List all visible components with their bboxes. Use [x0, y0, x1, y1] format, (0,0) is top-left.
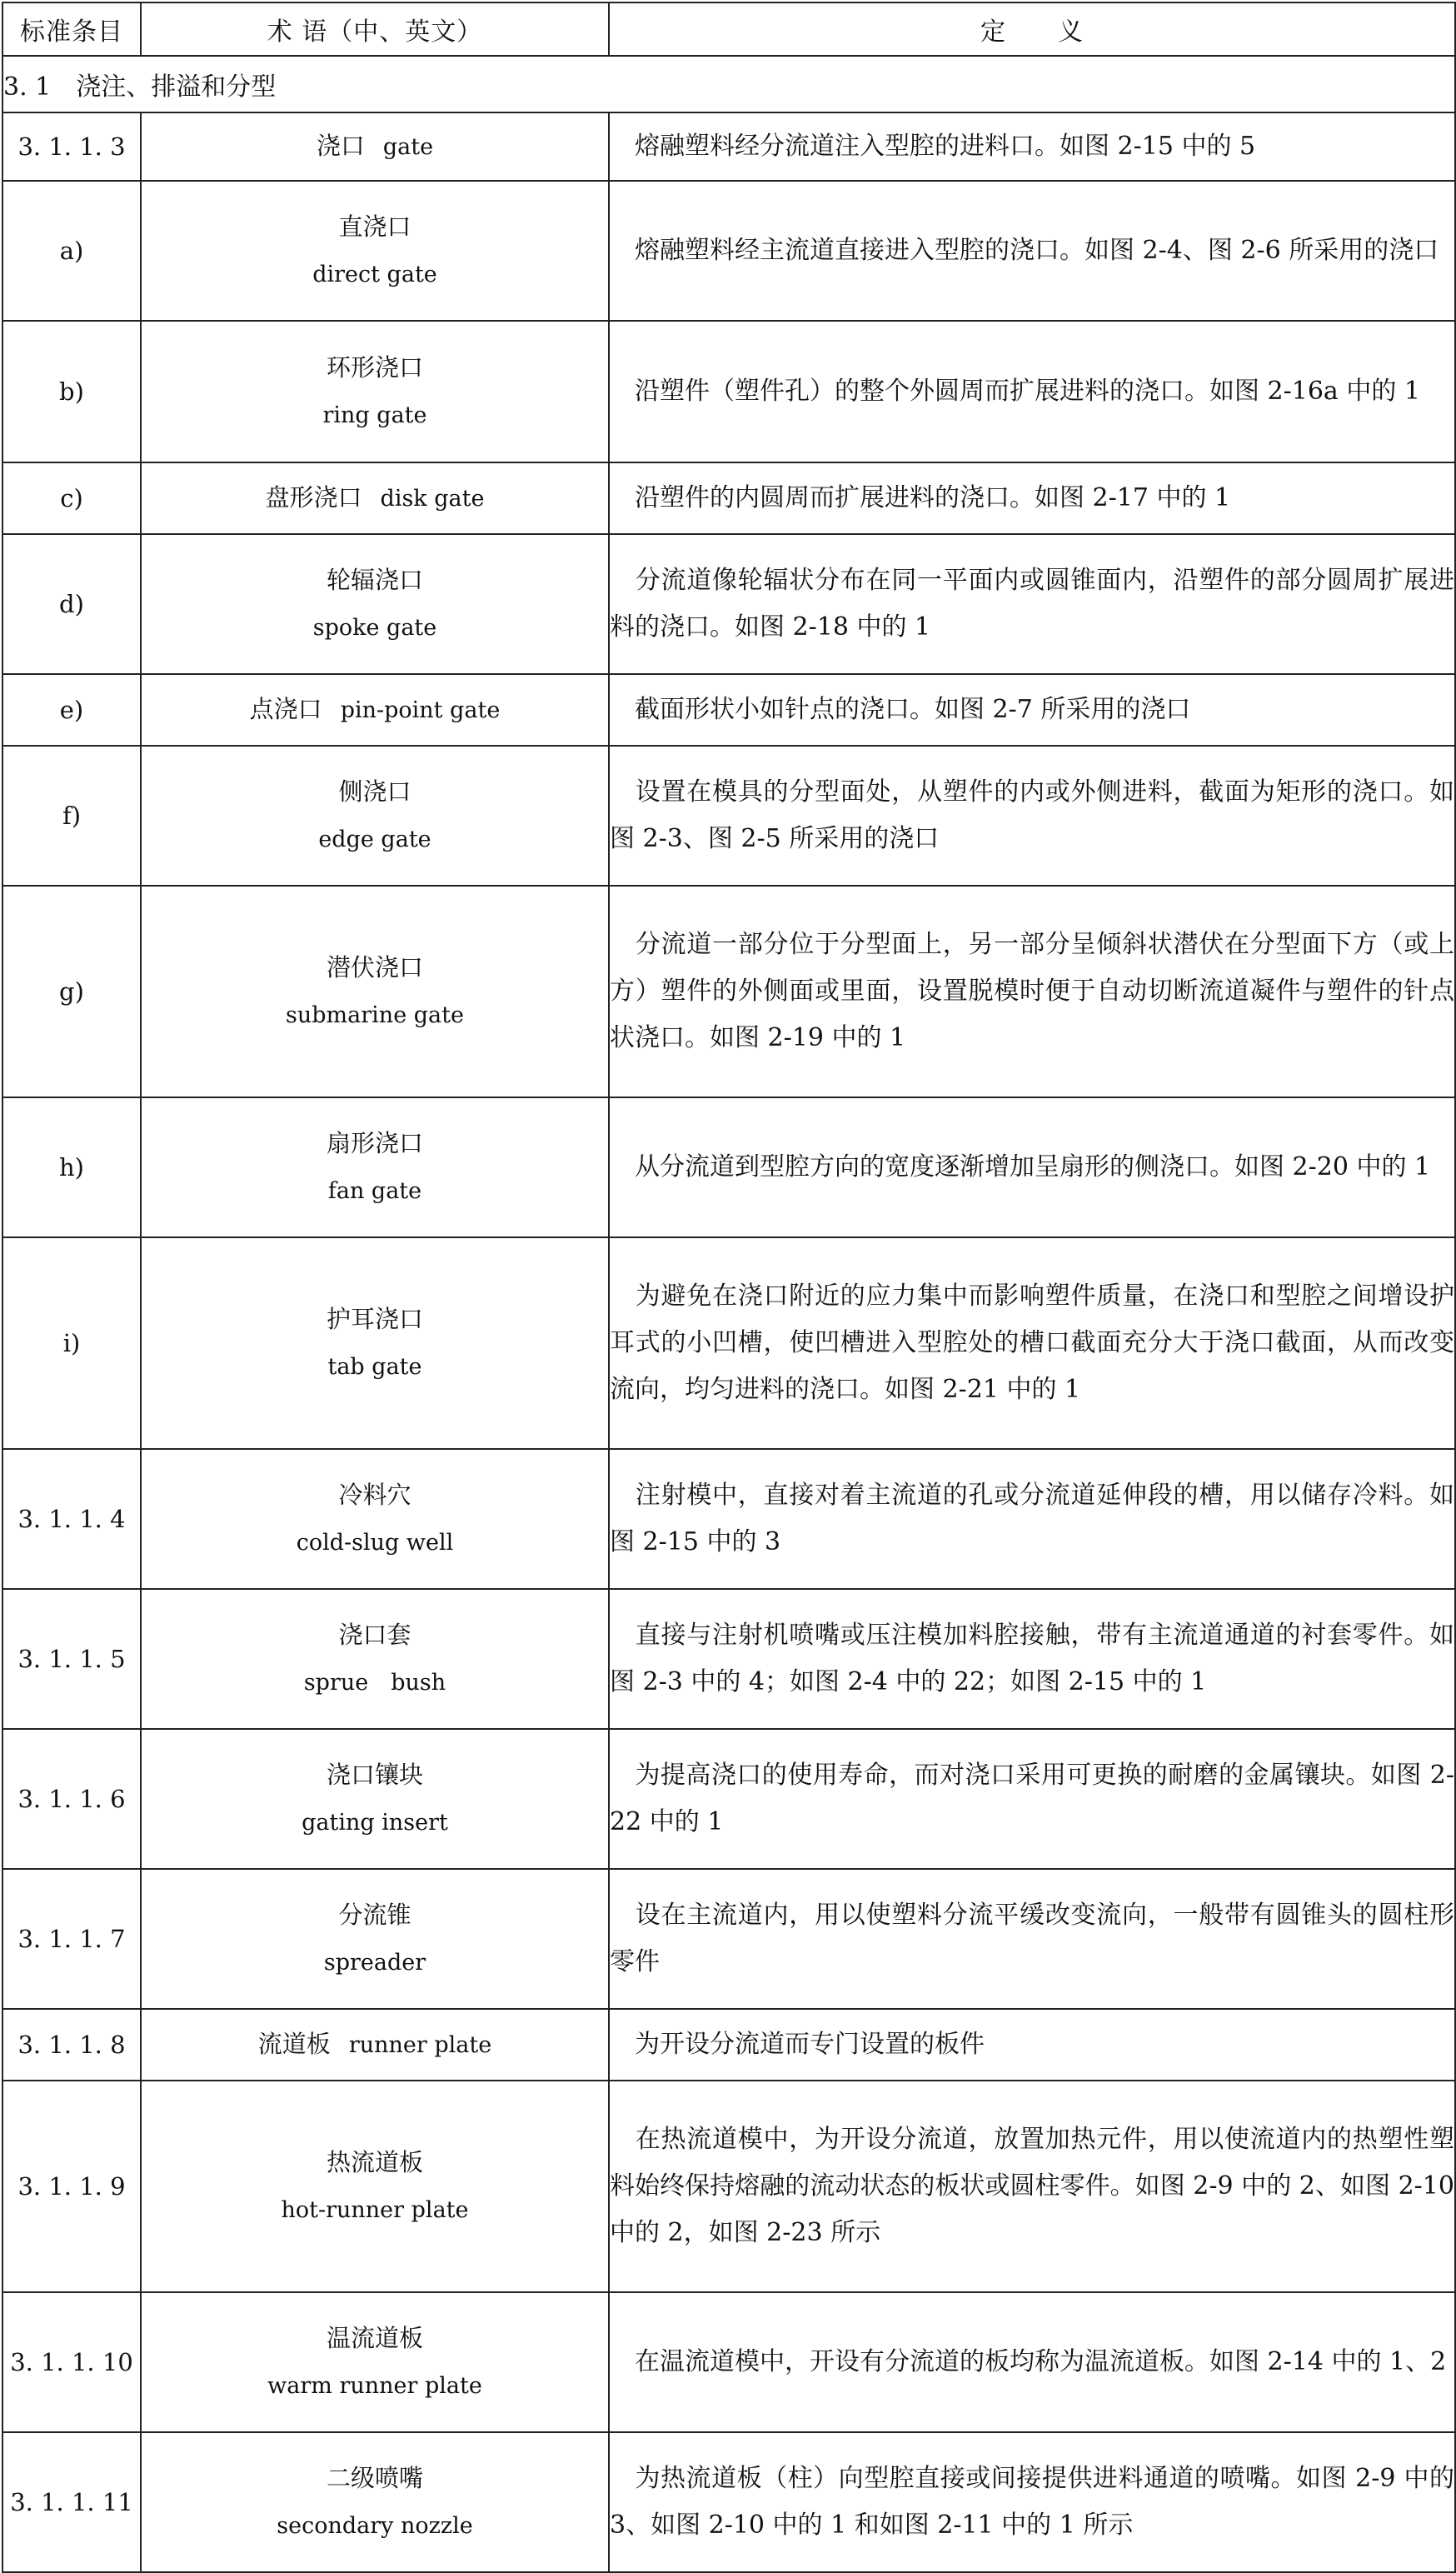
table-row — [2, 534, 1455, 674]
definition-text: 截面形状小如针点的浇口。如图 2-7 所采用的浇口 — [635, 695, 1191, 724]
row-number: 3. 1. 1. 10 — [2, 2292, 141, 2432]
definition-text: 分流道一部分位于分型面上，另一部分呈倾斜状潜伏在分型面下方（或上方）塑件的外侧面或里面，设置脱模时便于自动切断流道凝件与塑件的针点状浇口。如图 2-19 中的 1 — [610, 930, 1454, 1052]
definition-text: 熔融塑料经分流道注入型腔的进料口。如图 2-15 中的 5 — [635, 132, 1256, 161]
term-english: pin-point gate — [340, 697, 501, 723]
table-header-row — [2, 2, 1455, 56]
term-english: spreader — [323, 1950, 426, 1976]
table-row — [2, 1237, 1455, 1449]
term-cell — [141, 2432, 609, 2572]
table-row — [2, 746, 1455, 886]
definition-text: 为开设分流道而专门设置的板件 — [635, 2030, 985, 2059]
term-chinese: 侧浇口 — [338, 777, 411, 806]
table-row — [2, 1097, 1455, 1237]
term-english: edge gate — [318, 827, 431, 852]
definition-cell — [609, 2081, 1455, 2292]
definition-cell — [609, 2432, 1455, 2572]
definition-cell — [609, 2292, 1455, 2432]
term-cell — [141, 181, 609, 321]
row-number: e) — [2, 674, 141, 746]
definition-text: 注射模中，直接对着主流道的孔或分流道延伸段的槽，用以储存冷料。如图 2-15 中的 3 — [610, 1481, 1454, 1556]
definition-text: 熔融塑料经主流道直接进入型腔的浇口。如图 2-4、图 2-6 所采用的浇口 — [635, 236, 1439, 265]
term-english: sprue bush — [303, 1670, 446, 1696]
definition-text: 为避免在浇口附近的应力集中而影响塑件质量，在浇口和型腔之间增设护耳式的小凹槽，使凹槽进入型腔处的槽口截面充分大于浇口截面，从而改变流向，均匀进料的浇口。如图 2-21 中的 1 — [610, 1282, 1454, 1404]
term-cell — [141, 746, 609, 886]
term-chinese: 点浇口 — [249, 695, 322, 723]
table-row — [2, 2081, 1455, 2292]
term-chinese: 潜伏浇口 — [326, 953, 423, 982]
definition-cell — [609, 1869, 1455, 2009]
term-cell — [141, 886, 609, 1097]
terminology-table — [2, 2, 1456, 2573]
term-english: cold-slug well — [296, 1530, 454, 1556]
definition-cell — [609, 1729, 1455, 1869]
header-term: 术 语（中、英文） — [141, 2, 609, 56]
row-number: 3. 1. 1. 7 — [2, 1869, 141, 2009]
term-english: submarine gate — [286, 1002, 464, 1028]
term-cell — [141, 1729, 609, 1869]
term-cell — [141, 462, 609, 534]
term-chinese: 直浇口 — [338, 212, 411, 241]
definition-cell — [609, 1237, 1455, 1449]
table-row — [2, 1449, 1455, 1589]
term-english: warm runner plate — [267, 2373, 482, 2399]
row-number: a) — [2, 181, 141, 321]
term-chinese: 冷料穴 — [338, 1481, 411, 1509]
definition-text: 为热流道板（柱）向型腔直接或间接提供进料通道的喷嘴。如图 2-9 中的 3、如图 2-10 中的 1 和如图 2-11 中的 1 所示 — [610, 2464, 1454, 2540]
section-title: 3. 1 浇注、排溢和分型 — [2, 56, 1455, 112]
definition-text: 在热流道模中，为开设分流道，放置加热元件，用以使流道内的热塑性塑料始终保持熔融的流动状态的板状或圆柱零件。如图 2-9 中的 2、如图 2-10 中的 2，如图 2-23 所示 — [610, 2125, 1454, 2247]
term-english: runner plate — [348, 2032, 492, 2058]
term-english: secondary nozzle — [277, 2513, 473, 2539]
row-number: 3. 1. 1. 5 — [2, 1589, 141, 1729]
row-number: 3. 1. 1. 9 — [2, 2081, 141, 2292]
term-cell — [141, 1589, 609, 1729]
table-row — [2, 886, 1455, 1097]
definition-cell — [609, 746, 1455, 886]
row-number: g) — [2, 886, 141, 1097]
term-chinese: 扇形浇口 — [326, 1129, 423, 1157]
term-cell — [141, 1869, 609, 2009]
term-cell — [141, 2081, 609, 2292]
term-cell — [141, 321, 609, 462]
definition-text: 为提高浇口的使用寿命，而对浇口采用可更换的耐磨的金属镶块。如图 2-22 中的 1 — [610, 1761, 1454, 1836]
term-chinese: 环形浇口 — [326, 353, 423, 382]
term-chinese: 轮辐浇口 — [326, 566, 423, 594]
section-row — [2, 56, 1455, 112]
term-cell — [141, 674, 609, 746]
table-row — [2, 2009, 1455, 2081]
row-number: 3. 1. 1. 3 — [2, 112, 141, 181]
term-english: fan gate — [327, 1178, 422, 1204]
term-english: tab gate — [327, 1354, 422, 1380]
table-row — [2, 674, 1455, 746]
term-cell — [141, 1097, 609, 1237]
term-chinese: 流道板 — [257, 2030, 331, 2058]
definition-cell — [609, 886, 1455, 1097]
term-chinese: 浇口 — [316, 132, 365, 160]
term-chinese: 盘形浇口 — [265, 483, 362, 512]
term-chinese: 二级喷嘴 — [326, 2464, 423, 2492]
table-row — [2, 2292, 1455, 2432]
term-chinese: 分流锥 — [338, 1901, 411, 1929]
definition-cell — [609, 1097, 1455, 1237]
table-row — [2, 1869, 1455, 2009]
row-number: i) — [2, 1237, 141, 1449]
term-chinese: 热流道板 — [326, 2148, 423, 2176]
table-row — [2, 1729, 1455, 1869]
row-number: h) — [2, 1097, 141, 1237]
definition-cell — [609, 1589, 1455, 1729]
definition-cell — [609, 112, 1455, 181]
term-cell — [141, 534, 609, 674]
table-row — [2, 181, 1455, 321]
definition-text: 在温流道模中，开设有分流道的板均称为温流道板。如图 2-14 中的 1、2 — [635, 2347, 1447, 2376]
term-english: gate — [382, 134, 434, 160]
term-chinese: 浇口镶块 — [326, 1761, 423, 1789]
header-definition: 定 义 — [609, 2, 1455, 56]
term-cell — [141, 1237, 609, 1449]
term-cell — [141, 2009, 609, 2081]
definition-text: 设在主流道内，用以使塑料分流平缓改变流向，一般带有圆锥头的圆柱形零件 — [610, 1901, 1454, 1976]
row-number: 3. 1. 1. 8 — [2, 2009, 141, 2081]
term-cell — [141, 112, 609, 181]
definition-text: 从分流道到型腔方向的宽度逐渐增加呈扇形的侧浇口。如图 2-20 中的 1 — [635, 1152, 1431, 1182]
term-english: spoke gate — [312, 615, 437, 641]
row-number: c) — [2, 462, 141, 534]
definition-cell — [609, 1449, 1455, 1589]
header-number: 标准条目 — [2, 2, 141, 56]
row-number: 3. 1. 1. 6 — [2, 1729, 141, 1869]
definition-text: 直接与注射机喷嘴或压注模加料腔接触，带有主流道通道的衬套零件。如图 2-3 中的 4；如图 2-4 中的 22；如图 2-15 中的 1 — [610, 1621, 1454, 1696]
term-chinese: 浇口套 — [338, 1621, 411, 1649]
row-number: b) — [2, 321, 141, 462]
term-english: direct gate — [312, 262, 437, 287]
table-row — [2, 2432, 1455, 2572]
definition-cell — [609, 462, 1455, 534]
definition-cell — [609, 2009, 1455, 2081]
term-english: disk gate — [380, 486, 485, 512]
table-row — [2, 1589, 1455, 1729]
definition-text: 沿塑件（塑件孔）的整个外圆周而扩展进料的浇口。如图 2-16a 中的 1 — [635, 377, 1420, 406]
term-chinese: 护耳浇口 — [326, 1305, 423, 1333]
table-row — [2, 462, 1455, 534]
definition-cell — [609, 181, 1455, 321]
definition-text: 设置在模具的分型面处，从塑件的内或外侧进料，截面为矩形的浇口。如图 2-3、图 2-5 所采用的浇口 — [610, 777, 1454, 853]
row-number: d) — [2, 534, 141, 674]
definition-cell — [609, 674, 1455, 746]
definition-text: 沿塑件的内圆周而扩展进料的浇口。如图 2-17 中的 1 — [635, 483, 1231, 512]
table-row — [2, 112, 1455, 181]
row-number: 3. 1. 1. 4 — [2, 1449, 141, 1589]
term-chinese: 温流道板 — [326, 2324, 423, 2352]
term-english: ring gate — [322, 402, 427, 428]
term-cell — [141, 2292, 609, 2432]
table-row — [2, 321, 1455, 462]
definition-text: 分流道像轮辐状分布在同一平面内或圆锥面内，沿塑件的部分圆周扩展进料的浇口。如图 2-18 中的 1 — [610, 566, 1454, 642]
term-english: gating insert — [302, 1810, 448, 1836]
row-number: f) — [2, 746, 141, 886]
term-cell — [141, 1449, 609, 1589]
definition-cell — [609, 321, 1455, 462]
term-english: hot-runner plate — [281, 2197, 469, 2223]
definition-cell — [609, 534, 1455, 674]
row-number: 3. 1. 1. 11 — [2, 2432, 141, 2572]
